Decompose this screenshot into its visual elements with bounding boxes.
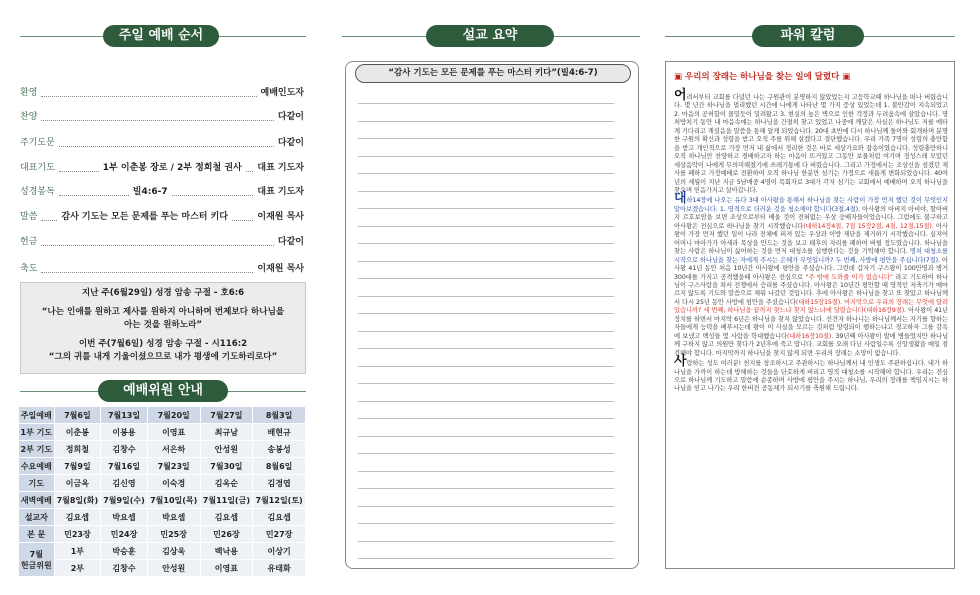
memory-verse-box [20,282,306,374]
order-label: 환영 [20,88,38,98]
note-line [358,471,614,472]
order-label: 주기도문 [20,138,55,148]
note-line [358,261,614,262]
order-label: 찬양 [20,112,38,122]
order-row-scripture [20,185,304,199]
note-line [358,331,614,332]
order-row-sermon [20,210,304,224]
paragraph-text: 39년째 아사왕이 발에 병들었지만 하나님께 구하지 않고 의원만 찾다가 2년후에 죽고 맙니다. 교회를 오래 다닌 사람일수록 신앙생활을 매일 점검해야 합니다. 마지막까지 하나님을 찾지 않게 되면 우리의 장래는 소망이 없습니다. [674,332,948,357]
duty-row [19,560,306,577]
duty-row-header: 수요예배 [19,458,55,475]
drop-cap: 대 [674,191,687,207]
reference-text: (대하15장15절). 마지막으로 우리의 장래는 무엇에 달려 있습니까? 세 번째, 하나님을 끝까지 찾느냐 찾지 않느냐에 달렸습니다(대하16장9절). [674,298,949,315]
duty-cell: 민25장 [147,526,200,543]
duty-cell: 배현규 [253,424,306,441]
reference-text: (대하14장4절, 7절 15장2절, 4절, 12절,15절). [803,222,934,230]
duty-cell: 안성원 [147,560,200,577]
duty-cell: 박요셉 [101,509,148,526]
sermon-summary-title: 설교 요약 [426,25,554,47]
dot-leader [41,114,274,121]
paragraph-text: 라고 기도하여 하나님이 구스사람을 쳐서 전쟁에서 승리를 주셨습니다. 아사왕은 10년간 평안할 때 영적인 저축기가 메마르지 않도록 기도와 말씀으로 채워 나갔던 것입니다. 후에 아사왕은 하나님을 찾고 또 찾았고 하나님께서 다시 25년 동안 사방에 평안을 주셨습니다 [674,273,948,306]
duty-cell: 7월9일(수) [101,492,148,509]
note-line [358,103,614,104]
duty-cell: 민24장 [101,526,148,543]
duty-cell: 김창수 [101,441,148,458]
duty-row [19,509,306,526]
duty-cell: 1부 [54,543,101,560]
note-line [358,191,614,192]
dot-leader [59,189,129,196]
duty-cell: 이상기 [253,543,306,560]
column-paragraph-2 [674,191,949,358]
duty-cell: 최규남 [200,424,253,441]
highlight-text: 명처 대청소를 시작으로 하나님을 찾는 자에게 주시는 은혜가 무엇입니까? 두 번째, 사방에 평안을 주십니다(7절). [674,248,948,264]
dot-leader [59,165,99,172]
duty-row-header: 본 문 [19,526,55,543]
note-line [358,156,614,157]
dot-leader [232,214,253,221]
duty-cell: 8월3일 [253,407,306,424]
order-role: 다같이 [277,112,304,122]
order-role: 이재원 목사 [257,264,304,274]
duty-cell: 이봉용 [101,424,148,441]
note-line [358,121,614,122]
order-label: 말씀 [20,212,38,222]
order-label: 헌금 [20,237,38,247]
duty-cell: 2부 [54,560,101,577]
duty-cell: 7월9일 [54,458,101,475]
duty-cell: 7월27일 [200,407,253,424]
paragraph-text: 려서부터 교회를 다녔던 나는 구원관이 분명하지 않았었는지 고등학교때 하나님을 떠나 버렸습니다. 몇 년간 하나님을 멀리했던 시간에 나에게 나타난 몇 가지 증상 있었는데 1. 불안감이 지속되었고 2. 마음의 공허함이 몰밀듯이 밀려왔고 3. 현실의 높은 벽으로 인한 걱정과 두려움속에 살았습니다. 명처방처기 동안 내 마음속에는 하나님을 간절히 찾고 있었고 나중에 깨달은 사실은 하나님도 저를 애타게 기다리고 계셨음을 말씀을 통해 알게 되었습니다. 20대 초반에 다시 하나님께 돌아와 회개하며 분명한 구원의 확신과 성령을 받고 오직 주를 위해 살겠다고 결단했습니다. 우리 가족 7명이 성령의 충만함을 받고 개인적으로 가장 먼저 내 삶에서 정리한 것은 바로 세상가요와 잡송이였습니다. 성령충만하니 오직 하나님만 찬양하고 경배하고자 하는 마음이 뜨거웠고 그동안 보물처럼 여기며 정성스레 모았던 세상음악이 나에게 무의미해졌기에 쓰레기통에 다 버렸습니다. 그리고 가정에서는 조상신을 섬겼던 제사를 폐하고 가정예배로 전환하여 오직 하나님 한분만 섬기는 가정으로 새롭게 변화되었습니다. 40여년의 세월이 지난 지금 5남매중 4명이 목회자로 3대가 각자 섬기는 교회에서 예배하며 오직 하나님을 찾으며 믿음가지고 살아갑니다. [674,94,948,194]
duty-title: 예배위원 안내 [98,380,228,402]
duty-cell: 7월30일 [200,458,253,475]
duty-cell: 송봉성 [253,441,306,458]
duty-row-header-line-1: 7월 [29,549,43,559]
duty-cell: 김요셉 [200,509,253,526]
duty-cell: 7월16일 [101,458,148,475]
drop-cap: 어 [674,88,687,103]
note-line [358,226,614,227]
column-paragraph-3 [674,354,948,394]
duty-cell: 7월13일 [101,407,148,424]
duty-cell: 백낙용 [200,543,253,560]
duty-cell: 김요셉 [253,509,306,526]
highlight-text: 하14장에 나오는 유다 3대 아사왕을 통해서 하나님을 찾는 사람이 가장 먼저 했던 것이 무엇인지 알아보겠습니다. 1. 영적으로 더러운 것을 청소해야 합니다(3절,4절). [674,197,948,213]
this-week-verse-ref: 이번 주(7월6일) 성경 암송 구절 - 시116:2 [78,339,248,349]
duty-cell: 서은하 [147,441,200,458]
duty-cell: 유태화 [253,560,306,577]
note-line [358,523,614,524]
duty-cell: 민27장 [253,526,306,543]
duty-row [19,492,306,509]
duty-cell: 김신영 [101,475,148,492]
note-line [358,541,614,542]
note-line [358,436,614,437]
duty-cell: 7월6일 [54,407,101,424]
note-line [358,418,614,419]
note-line [358,138,614,139]
duty-row-header [19,543,55,577]
last-week-verse-line-2: 아는 것을 원하노라” [123,320,203,330]
duty-row [19,475,306,492]
duty-row [19,407,306,424]
order-row-praise [20,110,304,124]
duty-row-header: 새벽예배 [19,492,55,509]
duty-row [19,458,306,475]
paragraph-text: 아사왕이 가장 먼저 했던 일이 나라 전체에 퍼져 있는 우상과 이방 제단을 제거하기 시작했습니다. 심지어 어머니 마아가가 아세라 목상을 만드는 것을 보고 태후의 자리를 폐하여 버릴 정도였습니다. 하나님을 찾는 사람은 하나님이 싫어하는 것을 먼저 대청소를 실행한다는 것을 기억해야 합니다. [674,222,949,256]
duty-row [19,441,306,458]
duty-cell: 김요셉 [54,509,101,526]
duty-cell: 7월10일(목) [147,492,200,509]
dot-leader [41,266,253,273]
duty-cell: 김창수 [101,560,148,577]
dot-leader [172,189,254,196]
order-role: 예배인도자 [260,88,304,98]
duty-cell: 7월23일 [147,458,200,475]
order-row-benediction [20,262,304,276]
paragraph-text: 랑하는 성도 여러분! 천지를 창조하시고 주관하시는 하나님께서 내 인생도 주관하십니다. 내가 하나님을 가까이 하는데 방해하는 것들을 단호하게 버리고 영적 대청소를 시작해야 합니다. 우리는 전심으로 하나님께 기도하고 말씀에 순종하며 사방에 평안을 주시는 하나님, 우리의 장래를 책임지시는 하나님을 믿고 나가는 우리 한버전 공동체가 되시기를 축원해 드립니다. [674,360,948,393]
order-detail: 빌4:6-7 [132,187,168,197]
dot-leader [59,140,274,147]
duty-cell: 박승훈 [101,543,148,560]
note-line [358,453,614,454]
dot-leader [246,165,254,172]
duty-table [18,406,306,577]
note-line [358,348,614,349]
duty-row-header-line-2: 헌금위원 [20,560,52,570]
order-row-offering [20,235,304,249]
column-heading: ▣ 우리의 장래는 하나님을 찾는 일에 달렸다 ▣ [674,72,851,82]
note-line [358,173,614,174]
order-role: 다같이 [277,138,304,148]
order-detail: 감사 기도는 모든 문제를 푸는 마스터 키다 [61,212,228,222]
duty-row-header: 주일예배 [19,407,55,424]
dot-leader [41,239,274,246]
duty-cell: 김경엽 [253,475,306,492]
duty-cell: 박요셉 [147,509,200,526]
note-line [358,401,614,402]
duty-cell: 7월11일(금) [200,492,253,509]
order-label: 성경봉독 [20,187,55,197]
worship-order-title: 주일 예배 순서 [103,25,219,47]
note-line [358,488,614,489]
duty-cell: 이영표 [200,560,253,577]
order-role: 다같이 [277,237,304,247]
column-body [674,88,949,394]
order-detail: 1부 이춘봉 장로 / 2부 정희철 권사 [102,163,242,173]
duty-row-header: 1부 기도 [19,424,55,441]
duty-row-header: 설교자 [19,509,55,526]
order-row-lords-prayer [20,136,304,150]
dot-leader [41,90,256,97]
duty-cell: 민23장 [54,526,101,543]
duty-cell: 이영표 [147,424,200,441]
duty-row [19,526,306,543]
duty-cell: 이금옥 [54,475,101,492]
duty-row-header: 기도 [19,475,55,492]
note-line [358,366,614,367]
duty-cell: 7월20일 [147,407,200,424]
duty-cell: 8월6일 [253,458,306,475]
duty-row [19,543,306,560]
order-label: 대표기도 [20,163,55,173]
paragraph-text: 아사왕이 41년 정치를 하면서 마지막 6년은 하나님을 찾지 않았습니다. 선견자 하나니는 하나님께서는 자기를 향하는 자들에게 능력을 베푸시는데 왕이 이 사실을 모르는 것처럼 망령되이 행하는냐고 경고하자 그를 감옥에 보냈고 백성들 몇 사람을 학대했습니다 [674,307,949,340]
last-week-verse-line-1: “나는 인애를 원하고 제사를 원하지 아니하며 번제보다 하나님을 [41,307,285,317]
note-line [358,558,614,559]
note-line [358,208,614,209]
duty-cell: 김옥순 [200,475,253,492]
duty-cell: 이춘봉 [54,424,101,441]
reference-text: (대하16장10절). [787,332,834,340]
order-role: 대표 기도자 [257,187,304,197]
this-week-verse-text: “그의 귀를 내게 기울이셨으므로 내가 평생에 기도하리로다” [48,352,278,362]
note-line [358,296,614,297]
note-line [358,383,614,384]
duty-cell: 정희철 [54,441,101,458]
last-week-verse-ref: 지난 주(6월29일) 성경 암송 구절 - 호6:6 [81,288,245,298]
left-column [0,0,320,595]
column-paragraph-1 [674,88,948,195]
order-label: 축도 [20,264,38,274]
duty-cell: 7월12일(토) [253,492,306,509]
duty-row-header: 2부 기도 [19,441,55,458]
note-line [358,506,614,507]
paragraph-text: 아사왕의 아버지 아비야, 할아버지 르호보암을 보면 조상으로부터 배울 것이 전혀없는 우상 숭배자들이었습니다. 그럼에도 불구하고 아사왕은 전심으로 하나님을 찾기 시작했습니다 [674,205,948,230]
order-row-welcome [20,86,304,100]
note-line [358,278,614,279]
quote-text: “주 밖에 도와줄 이가 없습니다” [805,273,893,281]
duty-cell: 안성원 [200,441,253,458]
paragraph-text: 아사왕 41년 동안 처음 10년간 아사왕에 평안을 주셨습니다. 그런데 갑자기 구스왕이 100만명과 병거 300대를 가지고 공격했을때 아사왕은 전심으로 [674,256,948,281]
duty-cell: 민26장 [200,526,253,543]
dot-leader [41,214,57,221]
note-line [358,313,614,314]
duty-cell: 이숙경 [147,475,200,492]
drop-cap: 사 [674,354,687,370]
duty-row [19,424,306,441]
sermon-heading: “감사 기도는 모든 문제를 푸는 마스터 키다”(빌4:6-7) [355,64,631,83]
note-line [358,243,614,244]
duty-cell: 7월8일(화) [54,492,101,509]
duty-cell: 김상욱 [147,543,200,560]
order-role: 이재원 목사 [257,212,304,222]
order-role: 대표 기도자 [257,163,304,173]
power-column-title: 파워 칼럼 [752,25,864,47]
order-row-prayer [20,161,304,175]
